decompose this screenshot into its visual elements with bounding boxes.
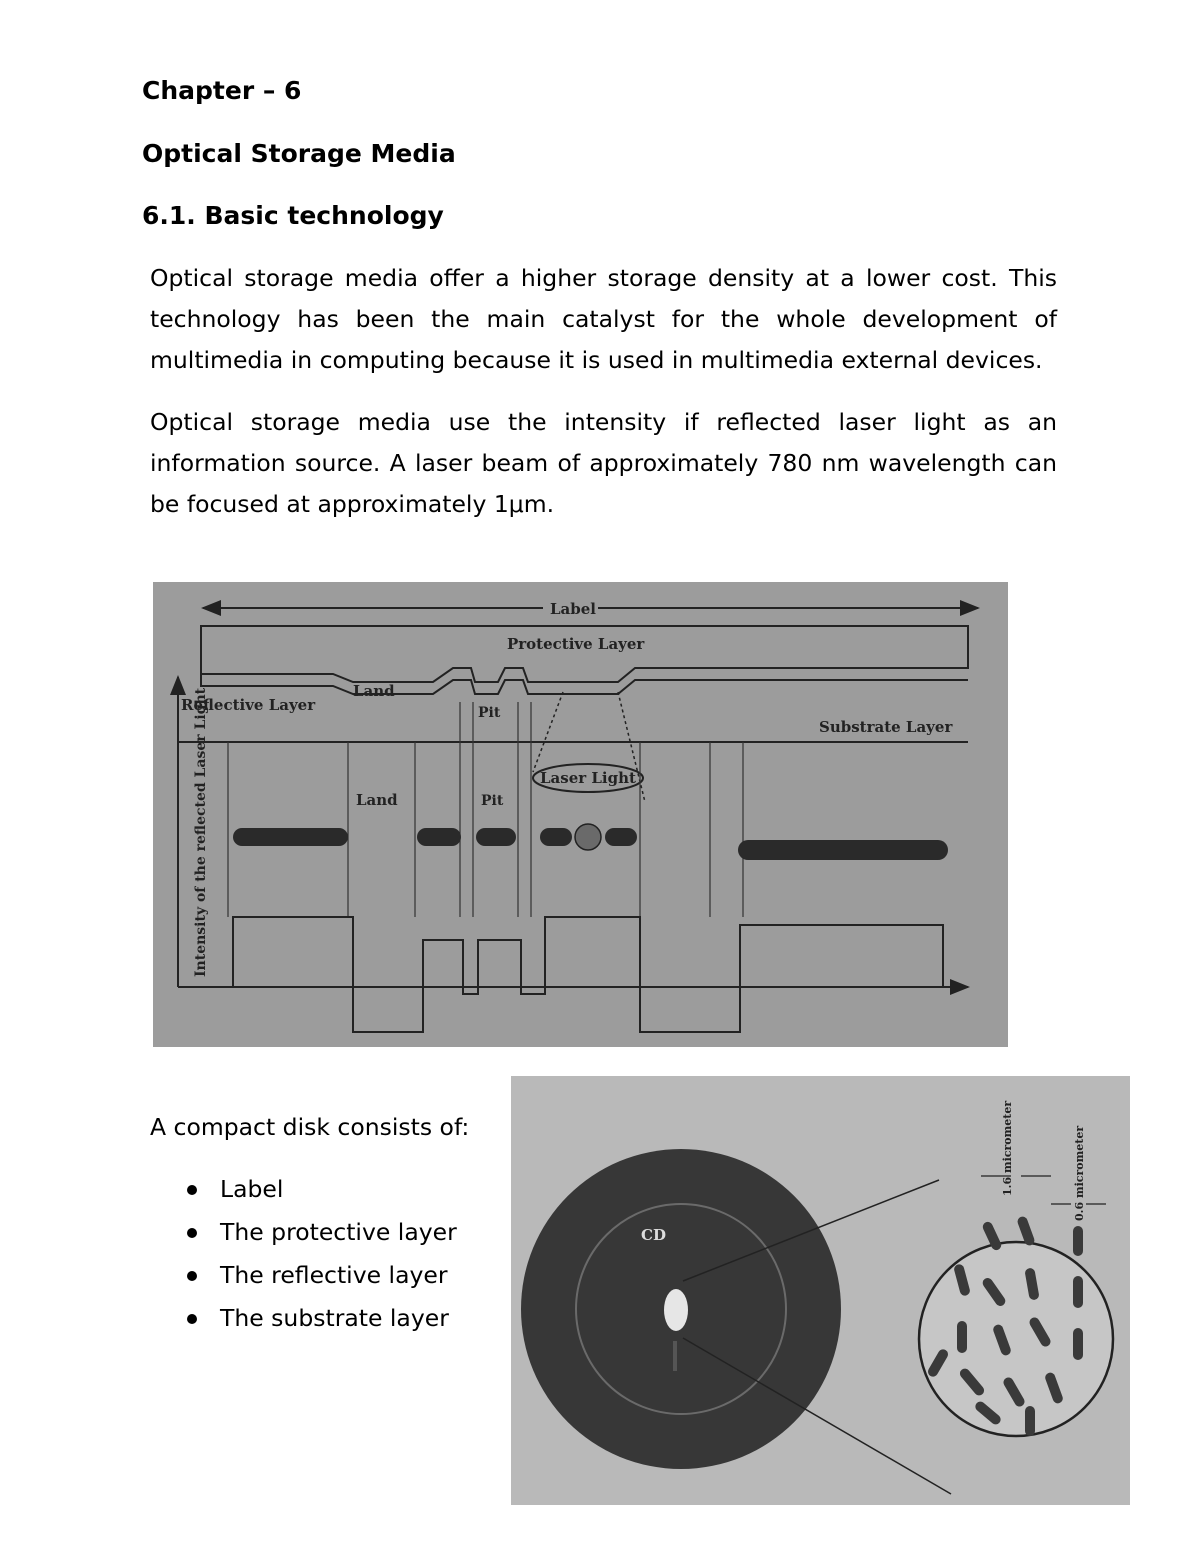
section-heading: 6.1. Basic technology xyxy=(142,201,444,230)
bullet-icon xyxy=(187,1185,197,1195)
chapter-heading: Chapter – 6 xyxy=(142,76,302,105)
bullet-icon xyxy=(187,1228,197,1238)
list-item: The protective layer xyxy=(150,1211,457,1254)
list-item: The reflective layer xyxy=(150,1254,457,1297)
y-axis-label: Intensity of the reflected Laser Light xyxy=(193,687,209,977)
list-item: The substrate layer xyxy=(150,1297,457,1340)
bullet-icon xyxy=(187,1271,197,1281)
land-tag: Land xyxy=(356,791,398,809)
reflective-layer-tag: Reflective Layer xyxy=(181,696,316,714)
paragraph-2: Optical storage media use the intensity if reflected laser light as an information source. A laser beam of approximately 780 nm wavelength can be focused at approximately 1μm. xyxy=(150,408,1057,518)
cd-parts-list xyxy=(150,1168,457,1340)
land-top-tag: Land xyxy=(353,682,395,700)
dimension-1-6: 1.6 micrometer xyxy=(1001,1100,1014,1196)
pit-tag: Pit xyxy=(481,793,504,809)
substrate-layer-tag: Substrate Layer xyxy=(819,718,953,736)
chapter-title: Optical Storage Media xyxy=(142,139,456,168)
cd-label: CD xyxy=(641,1226,666,1244)
dimension-0-6: 0.6 micrometer xyxy=(1073,1125,1086,1221)
list-item: Label xyxy=(150,1168,457,1211)
list-intro: A compact disk consists of: xyxy=(150,1113,470,1141)
protective-layer-tag: Protective Layer xyxy=(507,635,645,653)
paragraph-1: Optical storage media offer a higher storage density at a lower cost. This technology has been the main catalyst for the whole development of multimedia in computing because it is used in multimedia external devices. xyxy=(150,264,1057,374)
pit-top-tag: Pit xyxy=(478,705,501,721)
label-tag: Label xyxy=(550,600,596,618)
cd-cross-section-figure xyxy=(153,582,1008,1047)
cd-pits-figure xyxy=(511,1076,1130,1505)
laser-light-tag: Laser Light xyxy=(540,769,636,787)
bullet-icon xyxy=(187,1314,197,1324)
